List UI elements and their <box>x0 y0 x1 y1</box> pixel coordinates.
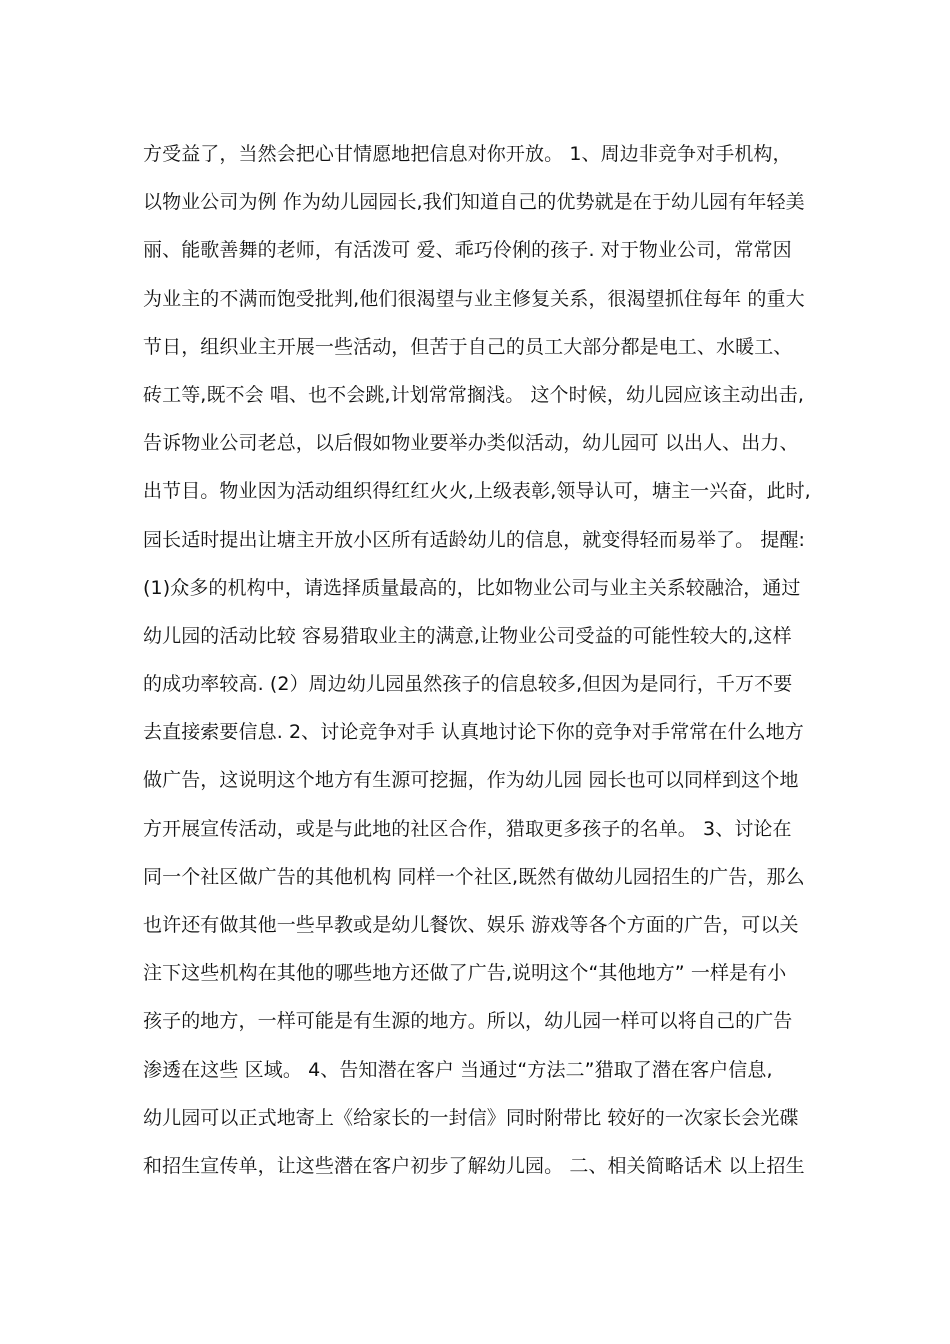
text-line: 幼儿园可以正式地寄上《给家长的一封信》同时附带比 较好的一次家长会光碟 <box>143 1106 799 1129</box>
text-line: 以物业公司为例 作为幼儿园园长,我们知道自己的优势就是在于幼儿园有年轻美 <box>143 191 805 214</box>
text-line: 注下这些机构在其他的哪些地方还做了广告,说明这个“其他地方” 一样是有小 <box>143 962 787 985</box>
text-line: 园长适时提出让塘主开放小区所有适龄幼儿的信息，就变得轻而易举了。 提醒: <box>143 528 806 551</box>
text-line: 做广告，这说明这个地方有生源可挖掘，作为幼儿园 园长也可以同样到这个地 <box>143 769 799 792</box>
text-line: (1)众多的机构中，请选择质量最高的，比如物业公司与业主关系较融洽，通过 <box>143 576 801 599</box>
text-line: 砖工等,既不会 唱、也不会跳,计划常常搁浅。 这个时候，幼儿园应该主动出击, <box>143 383 804 406</box>
body-text <box>143 130 823 1190</box>
text-line: 出节目。物业因为活动组织得红红火火,上级表彰,领导认可，塘主一兴奋，此时, <box>143 480 811 503</box>
text-line: 丽、能歌善舞的老师，有活泼可 爱、乖巧伶俐的孩子. 对于物业公司，常常因 <box>143 239 792 262</box>
text-line: 的成功率较高. (2）周边幼儿园虽然孩子的信息较多,但因为是同行，千万不要 <box>143 673 793 696</box>
text-line: 告诉物业公司老总，以后假如物业要举办类似活动，幼儿园可 以出人、出力、 <box>143 432 799 455</box>
text-line: 孩子的地方，一样可能是有生源的地方。所以，幼儿园一样可以将自己的广告 <box>143 1010 793 1033</box>
text-line: 渗透在这些 区域。 4、告知潜在客户 当通过“方法二”猎取了潜在客户信息, <box>143 1058 773 1081</box>
text-line: 和招生宣传单，让这些潜在客户初步了解幼儿园。 二、相关简略话术 以上招生 <box>143 1154 805 1177</box>
text-line: 为业主的不满而饱受批判,他们很渴望与业主修复关系，很渴望抓住每年 的重大 <box>143 287 805 310</box>
text-line: 同一个社区做广告的其他机构 同样一个社区,既然有做幼儿园招生的广告，那么 <box>143 865 805 888</box>
text-line: 去直接索要信息. 2、讨论竞争对手 认真地讨论下你的竞争对手常常在什么地方 <box>143 721 804 744</box>
text-line: 也许还有做其他一些早教或是幼儿餐饮、娱乐 游戏等各个方面的广告，可以关 <box>143 914 799 936</box>
text-line: 节日，组织业主开展一些活动，但苦于自己的员工大部分都是电工、水暖工、 <box>143 335 793 358</box>
text-line: 方受益了，当然会把心甘情愿地把信息对你开放。 1、周边非竞争对手机构， <box>143 143 792 165</box>
text-line: 方开展宣传活动，或是与此地的社区合作，猎取更多孩子的名单。 3、讨论在 <box>143 817 792 840</box>
text-line: 幼儿园的活动比较 容易猎取业主的满意,让物业公司受益的可能性较大的,这样 <box>143 624 792 647</box>
